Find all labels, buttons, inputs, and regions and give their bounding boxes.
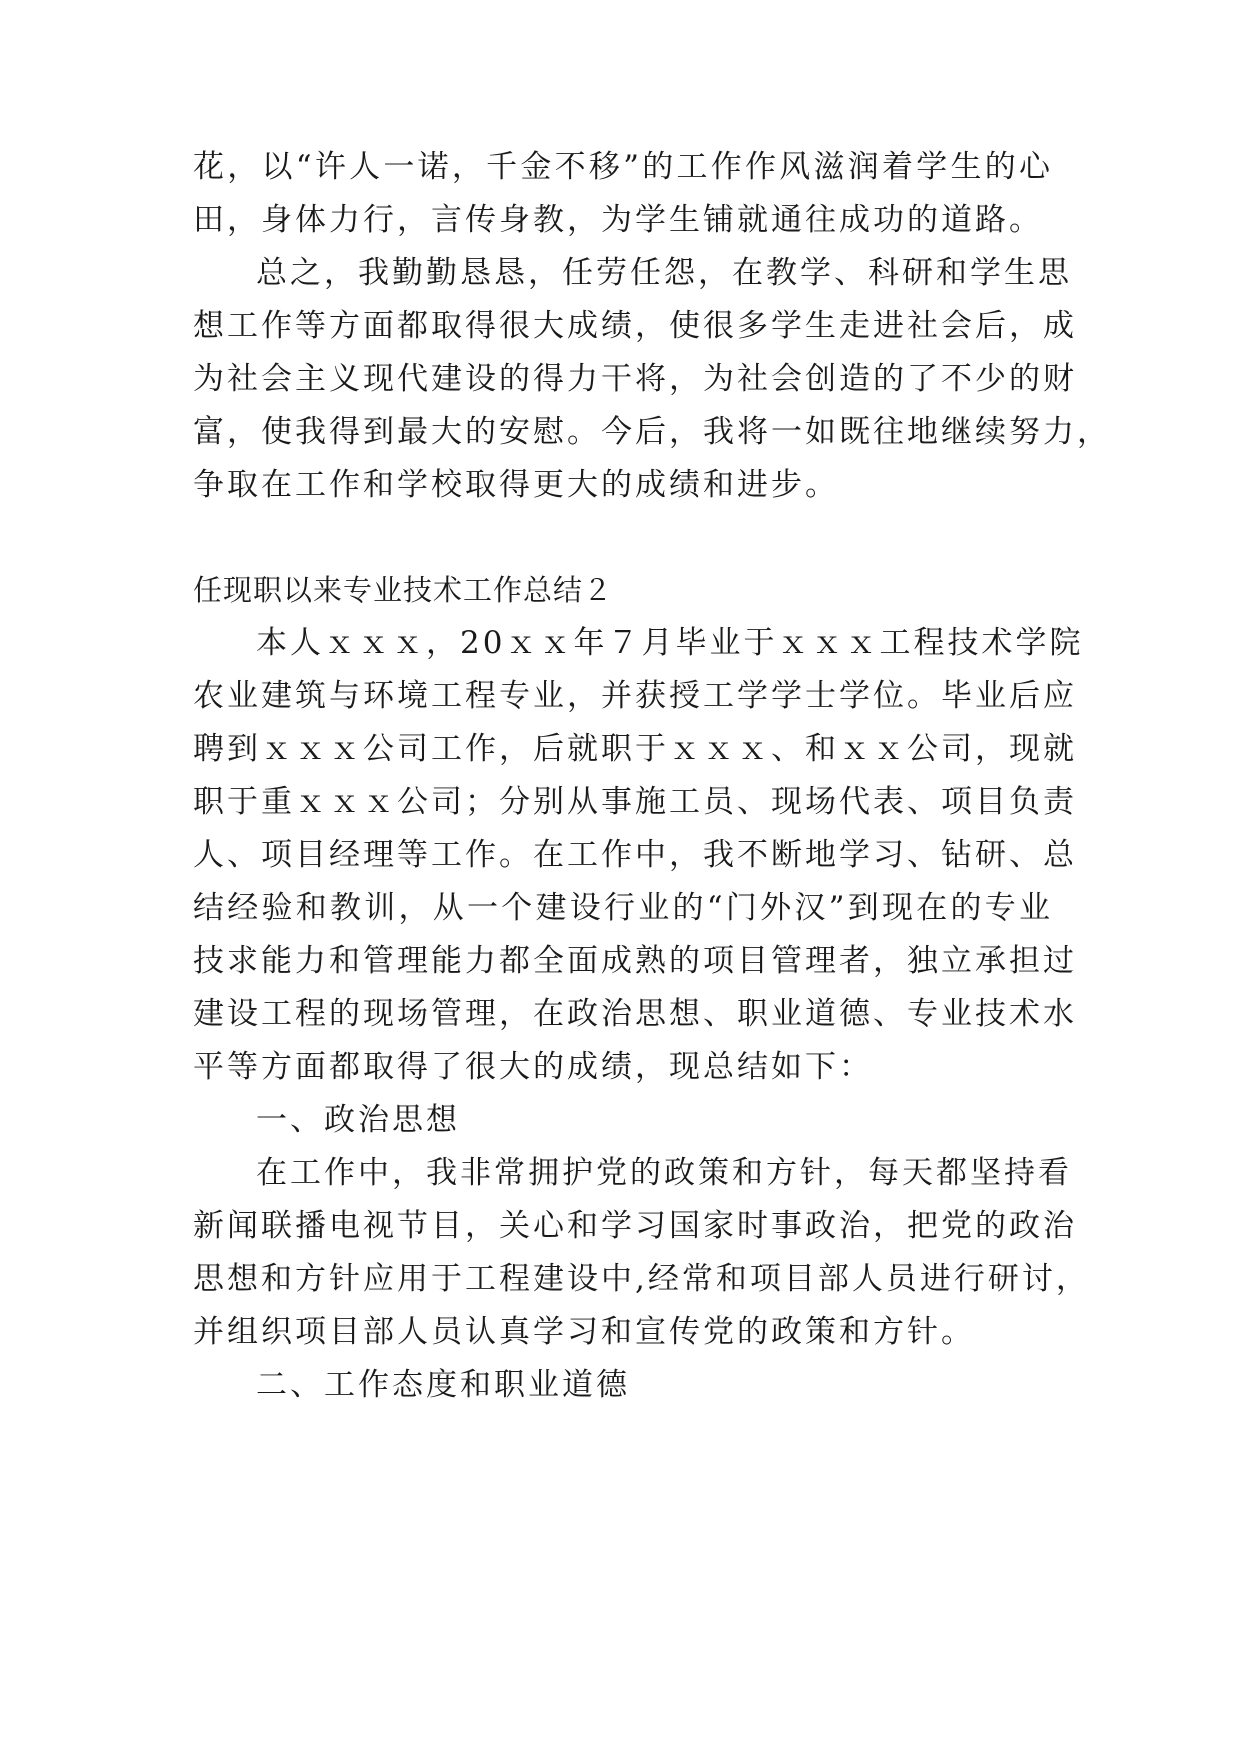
para2-line-2: 想工作等方面都取得很大成绩，使很多学生走进社会后，成 <box>193 308 1077 344</box>
heading-political: 一、政治思想 <box>256 1102 460 1138</box>
para3-line-4: 职于重ｘｘｘ公司；分别从事施工员、现场代表、项目负责 <box>193 784 1077 820</box>
heading-work-attitude: 二、工作态度和职业道德 <box>256 1367 630 1403</box>
para3-line-5: 人、项目经理等工作。在工作中，我不断地学习、钻研、总 <box>193 837 1077 873</box>
para3-line-3: 聘到ｘｘｘ公司工作，后就职于ｘｘｘ、和ｘｘ公司，现就 <box>193 731 1077 767</box>
para3-line-6: 结经验和教训，从一个建设行业的“门外汉”到现在的专业 <box>193 890 1053 926</box>
para3-line-7: 技求能力和管理能力都全面成熟的项目管理者，独立承担过 <box>193 943 1077 979</box>
para2-line-4: 富，使我得到最大的安慰。今后，我将一如既往地继续努力， <box>193 414 1111 450</box>
para1-line-2: 田，身体力行，言传身教，为学生铺就通往成功的道路。 <box>193 202 1043 238</box>
para2-line-5: 争取在工作和学校取得更大的成绩和进步。 <box>193 467 839 503</box>
section-title: 任现职以来专业技术工作总结２ <box>193 573 614 607</box>
para3-line-8: 建设工程的现场管理，在政治思想、职业道德、专业技术水 <box>193 996 1077 1032</box>
para3-line-1: 本人ｘｘｘ，20ｘｘ年７月毕业于ｘｘｘ工程技术学院 <box>256 625 1084 661</box>
para2-line-1: 总之，我勤勤恳恳，任劳任怨，在教学、科研和学生思 <box>256 255 1072 291</box>
para2-line-3: 为社会主义现代建设的得力干将，为社会创造的了不少的财 <box>193 361 1077 397</box>
para1-line-1: 花，以“许人一诺，千金不移”的工作作风滋润着学生的心 <box>193 149 1053 185</box>
para3-line-9: 平等方面都取得了很大的成绩，现总结如下： <box>193 1049 873 1085</box>
para4-line-1: 在工作中，我非常拥护党的政策和方针，每天都坚持看 <box>256 1155 1072 1191</box>
para3-line-2: 农业建筑与环境工程专业，并获授工学学士学位。毕业后应 <box>193 678 1077 714</box>
para4-line-4: 并组织项目部人员认真学习和宣传党的政策和方针。 <box>193 1314 975 1350</box>
para4-line-3: 思想和方针应用于工程建设中,经常和项目部人员进行研讨， <box>193 1261 1090 1297</box>
para4-line-2: 新闻联播电视节目，关心和学习国家时事政治，把党的政治 <box>193 1208 1077 1244</box>
